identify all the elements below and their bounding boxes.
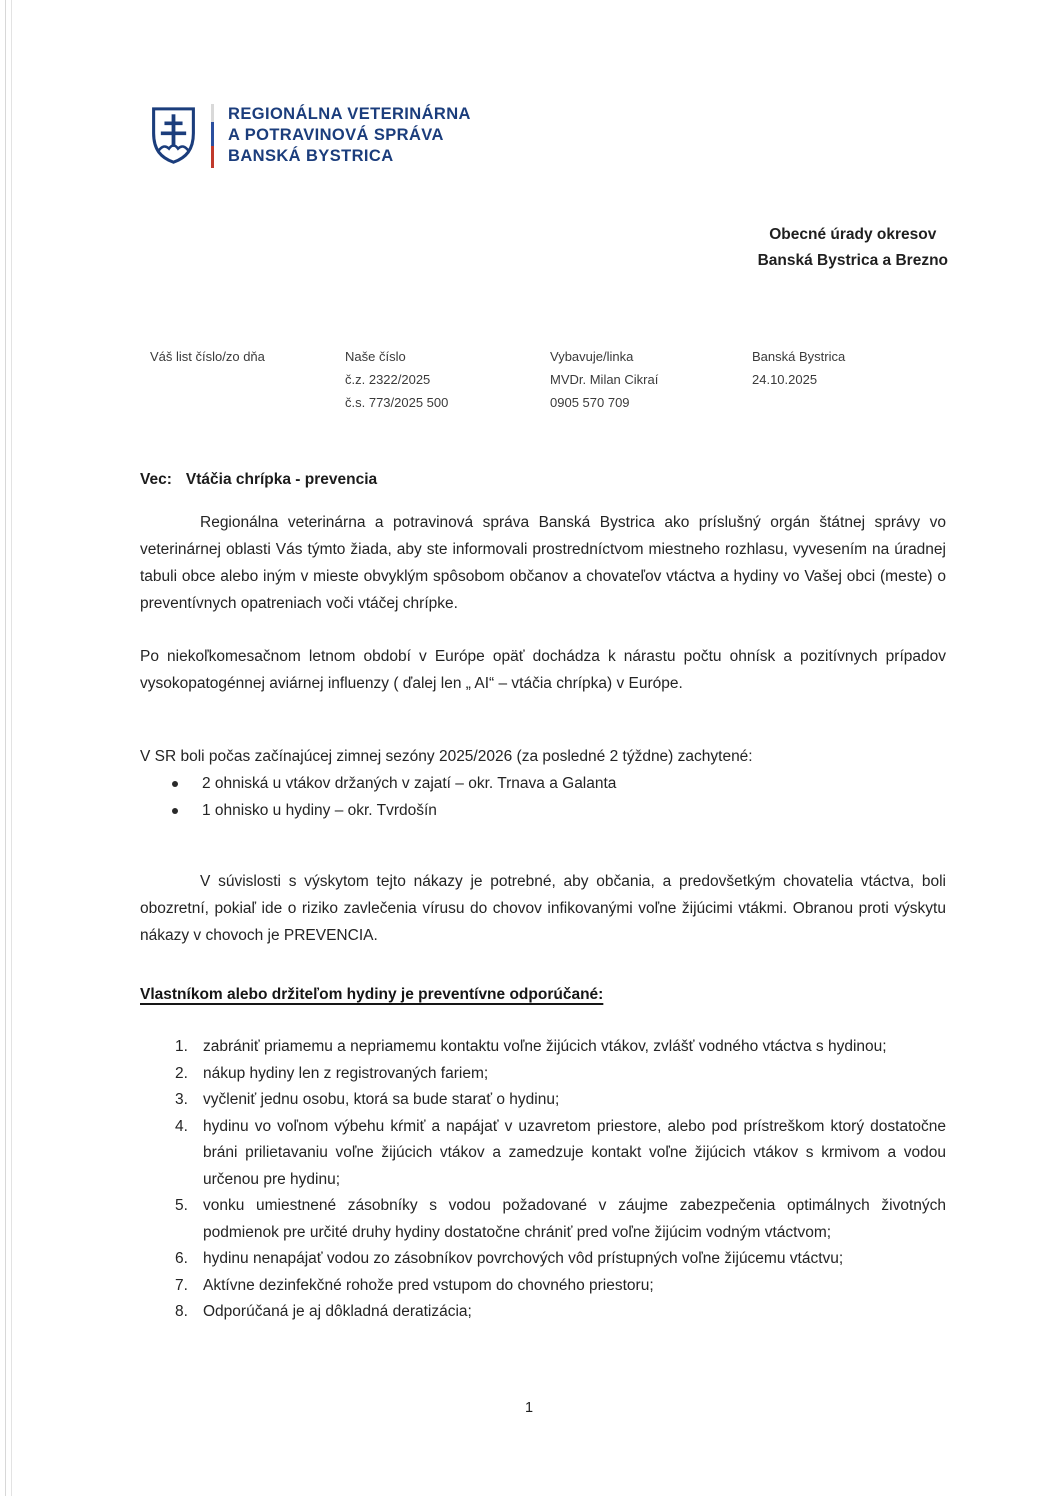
your-ref-label: Váš list číslo/zo dňa (150, 349, 265, 364)
item-number: 7. (175, 1276, 188, 1294)
list-item (140, 1299, 946, 1326)
item-text: Aktívne dezinfekčné rohože pred vstupom do chovného priestoru; (203, 1276, 654, 1294)
item-number: 2. (175, 1064, 188, 1082)
item-number: 6. (175, 1250, 188, 1267)
item-number: 4. (175, 1117, 188, 1135)
recipient-line1: Obecné úrady okresov (769, 226, 937, 243)
our-ref-number-2: č.s. 773/2025 500 (345, 395, 449, 410)
recommendations-heading: Vlastníkom alebo držiteľom hydiny je preventívne odporúčané: (140, 986, 604, 1003)
recipient-block (758, 222, 948, 274)
page-number: 1 (524, 1400, 534, 1416)
item-text: vyčleniť jednu osobu, ktorá sa bude starať o hydinu; (203, 1091, 560, 1108)
bullet-icon (172, 781, 178, 787)
list-item (140, 1034, 946, 1061)
paragraph-prevention: V súvislosti s výskytom tejto nákazy je potrebné, aby občania, a predovšetkým chovatelia vtáctva, boli obozretní, pokiaľ ide o riziko zavlečenia vírusu do chovov infikovanými voľne žijúcimi vtákmi. Obranou proti výskytu nákazy v chovoch je PREVENCIA. (140, 873, 946, 944)
item-number: 3. (175, 1091, 188, 1108)
list-item (140, 770, 946, 797)
outbreak-item-text: 1 ohnisko u hydiny – okr. Tvrdošín (202, 802, 437, 819)
slovak-coat-of-arms-icon (150, 106, 197, 166)
org-name (228, 104, 471, 167)
reference-your-ref (150, 345, 345, 414)
handler-label: Vybavuje/linka (550, 349, 634, 364)
subject-label: Vec: (140, 471, 172, 488)
paragraph-sr-intro: V SR boli počas začínajúcej zimnej sezóny 2025/2026 (za posledné 2 týždne) zachytené: (140, 748, 753, 765)
scan-edge-line (5, 0, 6, 1496)
item-text: hydinu vo voľnom výbehu kŕmiť a napájať v uzavretom priestore, alebo pod prístreškom ktorý dostatočne bráni prilietavaniu voľne žijúcich vtákov a zamedzuje kontakt voľne žijúcich vtákov s krmivom a vodou určenou pre hydinu; (203, 1117, 946, 1188)
paragraph-intro: Regionálna veterinárna a potravinová správa Banská Bystrica ako príslušný orgán štátnej správy vo veterinárnej oblasti Vás týmto žiada, aby ste informovali prostredníctvom miestneho rozhlasu, vyvesením na úradnej tabuli obce alebo iným v mieste obvyklým spôsobom občanov a chovateľov vtáctva a hydiny vo Vašej obci (meste) o preventívnych opatreniach voči vtáčej chrípke. (140, 514, 946, 612)
item-number: 8. (175, 1303, 188, 1320)
item-text: Odporúčaná je aj dôkladná deratizácia; (203, 1303, 472, 1320)
recipient-line2: Banská Bystrica a Brezno (757, 252, 948, 269)
subject-text: Vtáčia chrípka - prevencia (185, 471, 378, 488)
org-name-line2: A POTRAVINOVÁ SPRÁVA (228, 126, 444, 144)
list-item (140, 1246, 946, 1273)
org-name-line3: BANSKÁ BYSTRICA (228, 147, 394, 165)
item-text: nákup hydiny len z registrovaných fariem; (203, 1064, 489, 1082)
outbreak-list (140, 770, 946, 824)
item-number: 5. (175, 1197, 188, 1214)
reference-date: 24.10.2025 (752, 372, 818, 387)
reference-handler (550, 345, 752, 414)
handler-name: MVDr. Milan Cikraí (550, 372, 659, 387)
list-item (140, 1087, 946, 1114)
list-item (140, 1193, 946, 1246)
list-item (140, 1114, 946, 1194)
list-item (140, 797, 946, 824)
our-ref-label: Naše číslo (345, 349, 406, 364)
recommendations-list (140, 1034, 946, 1326)
reference-our-ref (345, 345, 550, 414)
scan-edge-line (11, 0, 12, 1496)
handler-phone: 0905 570 709 (550, 395, 630, 410)
list-item (140, 1273, 946, 1300)
letter-body (140, 466, 946, 1326)
org-name-line1: REGIONÁLNA VETERINÁRNA (228, 105, 471, 123)
list-item (140, 1061, 946, 1088)
letterhead-divider (211, 104, 214, 168)
item-text: zabrániť priamemu a nepriamemu kontaktu voľne žijúcich vtákov, zvlášť vodného vtáctva s hydinou; (203, 1038, 887, 1055)
subject-line (140, 466, 946, 493)
item-number: 1. (175, 1038, 188, 1055)
reference-row (150, 345, 960, 414)
paragraph-europe-situation: Po niekoľkomesačnom letnom období v Európe opäť dochádza k nárastu počtu ohnísk a pozitívnych prípadov vysokopatogénnej aviárnej influenzy ( ďalej len „ AI“ – vtáčia chrípka) v Európe. (140, 648, 946, 692)
item-text: hydinu nenapájať vodou zo zásobníkov povrchových vôd prístupných voľne žijúcemu vtáctvu; (203, 1250, 844, 1267)
item-text: vonku umiestnené zásobníky s vodou požadované v záujme zabezpečenia optimálnych životných podmienok pre určité druhy hydiny dostatočne chrániť pred voľne žijúcim vodným vtáctvom; (203, 1197, 946, 1241)
bullet-icon (172, 808, 178, 814)
our-ref-number-1: č.z. 2322/2025 (345, 372, 431, 387)
reference-place-date (752, 345, 960, 414)
reference-place: Banská Bystrica (752, 349, 846, 364)
letterhead (150, 102, 471, 168)
outbreak-item-text: 2 ohniská u vtákov držaných v zajatí – okr. Trnava a Galanta (202, 775, 617, 792)
